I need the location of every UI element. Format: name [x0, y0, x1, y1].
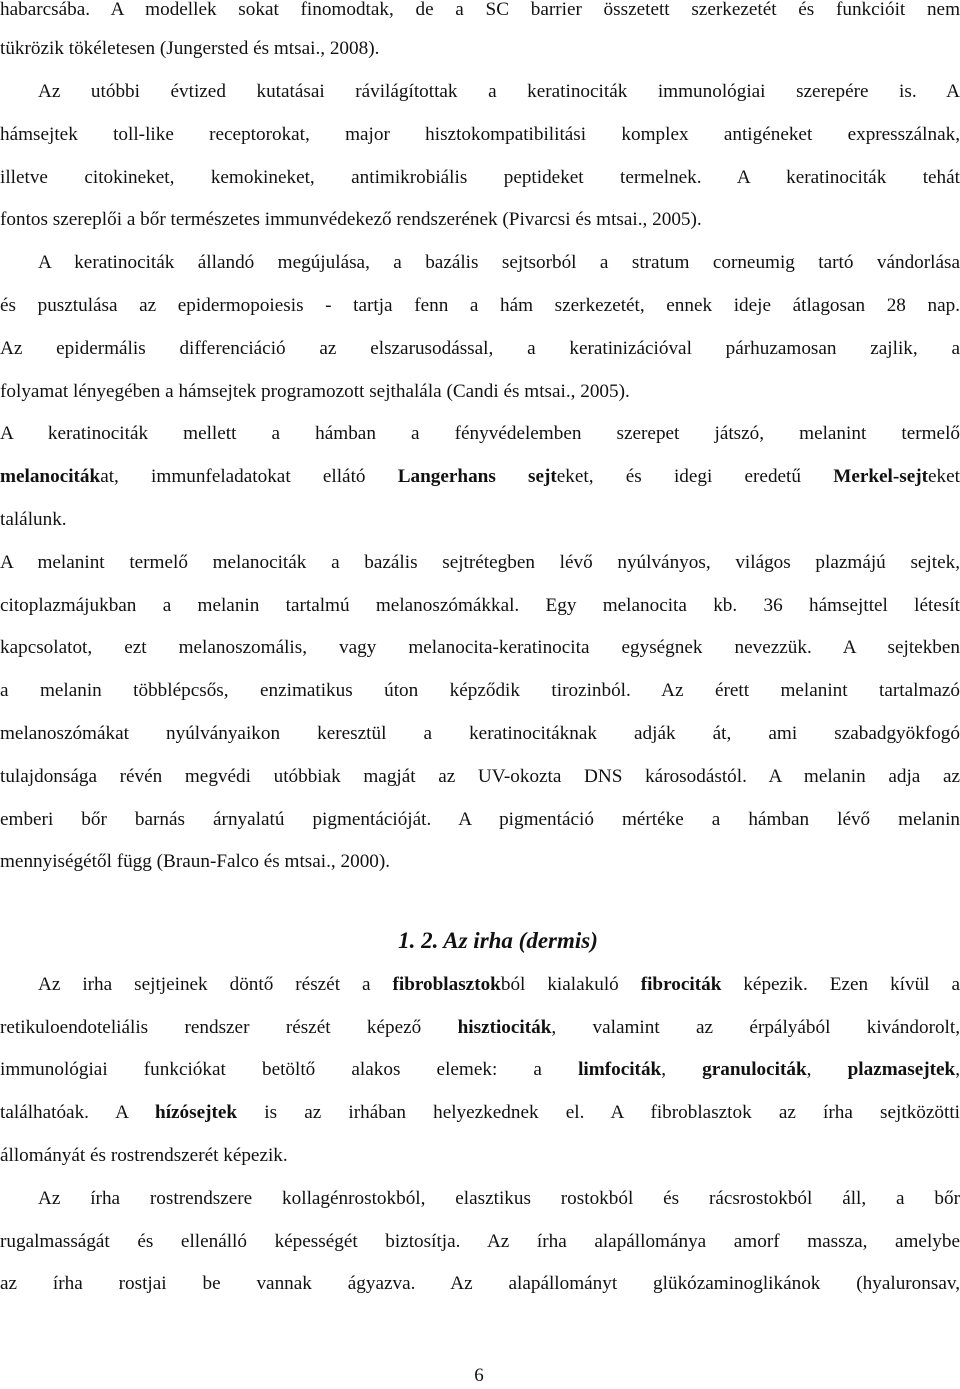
text-run: , [661, 1059, 703, 1080]
body-text-line: Az epidermális differenciáció az elszarusodással, a keratinizációval párhuzamosan zajlik, a [0, 338, 960, 359]
body-text-line-with-bold-terms [0, 970, 960, 1000]
body-text-line: Az utóbbi évtized kutatásai rávilágítottak a keratinociták immunológiai szerepére is. A [38, 81, 960, 102]
body-text-line: A melanint termelő melanociták a bazális sejtrétegben lévő nyúlványos, világos plazmájú sejtek, [0, 552, 960, 573]
body-text-line: hámsejtek toll-like receptorokat, major hisztokompatibilitási komplex antigéneket expresszálnak, [0, 124, 960, 145]
body-text-line: tükrözik tökéletesen (Jungersted és mtsai., 2008). [0, 38, 380, 59]
body-text-line: habarcsába. A modellek sokat finomodtak, de a SC barrier összetett szerkezetét és funkcióit nem [0, 0, 960, 20]
body-text-line: rugalmasságát és ellenálló képességét biztosítja. Az írha alapállománya amorf massza, amelybe [0, 1231, 960, 1252]
body-text-line: folyamat lényegében a hámsejtek programozott sejthalála (Candi és mtsai., 2005). [0, 381, 630, 402]
body-text-line: az írha rostjai be vannak ágyazva. Az alapállományt glükózaminoglikánok (hyaluronsav, [0, 1273, 960, 1294]
body-text-line: fontos szereplői a bőr természetes immunvédekező rendszerének (Pivarcsi és mtsai., 2005). [0, 209, 702, 230]
body-text-line: a melanin többlépcsős, enzimatikus úton képződik tirozinból. Az érett melanint tartalmazó [0, 680, 960, 701]
text-run: eket [928, 466, 960, 487]
text-run: találhatóak. A [0, 1102, 156, 1123]
body-text-line: emberi bőr barnás árnyalatú pigmentációját. A pigmentáció mértéke a hámban lévő melanin [0, 809, 960, 830]
body-text-line: A keratinociták állandó megújulása, a bazális sejtsorból a stratum corneumig tartó vándorlása [38, 252, 960, 273]
body-text-line: tulajdonsága révén megvédi utóbbiak magját az UV-okozta DNS károsodástól. A melanin adja az [0, 766, 960, 787]
text-run: képezik. Ezen kívül a [721, 974, 960, 995]
text-run: , [806, 1059, 848, 1080]
section-heading: 1. 2. Az irha (dermis) [398, 928, 598, 953]
bold-term: hisztiociták [457, 1017, 552, 1038]
bold-term: hízósejtek [155, 1102, 238, 1123]
bold-term: limfociták [578, 1059, 662, 1080]
body-text-line: illetve citokineket, kemokineket, antimikrobiális peptideket termelnek. A keratinociták tehát [0, 167, 960, 188]
text-run: ból kialakuló [500, 974, 641, 995]
body-text-line: találunk. [0, 509, 67, 530]
body-text-line: A keratinociták mellett a hámban a fényvédelemben szerepet játszó, melanint termelő [0, 423, 960, 444]
text-run: , [955, 1059, 960, 1080]
bold-term: melanociták [0, 466, 101, 487]
body-text-line-with-bold-terms [0, 462, 960, 492]
body-text-line: állományát és rostrendszerét képezik. [0, 1145, 288, 1166]
body-text-line: Az írha rostrendszere kollagénrostokból, elasztikus rostokból és rácsrostokból áll, a bőr [38, 1188, 960, 1209]
bold-term: Langerhans sejt [397, 466, 557, 487]
text-run: immunológiai funkciókat betöltő alakos elemek: a [0, 1059, 579, 1080]
bold-term: Merkel-sejt [833, 466, 929, 487]
body-text-line: kapcsolatot, ezt melanoszomális, vagy melanocita-keratinocita egységnek nevezzük. A sejtekben [0, 637, 960, 658]
body-text-line-with-bold-terms [0, 1013, 960, 1043]
body-text-line: melanoszómákat nyúlványaikon keresztül a keratinocitáknak adják át, ami szabadgyökfogó [0, 723, 960, 744]
body-text-line: citoplazmájukban a melanin tartalmú melanoszómákkal. Egy melanocita kb. 36 hámsejttel létesít [0, 595, 960, 616]
text-run: Az irha sejtjeinek döntő részét a [38, 974, 393, 995]
body-text-line: mennyiségétől függ (Braun-Falco és mtsai., 2000). [0, 851, 391, 872]
text-run: eket, és idegi eredetű [556, 466, 834, 487]
text-run: , valamint az érpályából kivándorolt, [551, 1017, 960, 1038]
body-text-line: és pusztulása az epidermopoiesis - tartja fenn a hám szerkezetét, ennek ideje átlagosan 28 nap. [0, 295, 960, 316]
bold-term: plazmasejtek [847, 1059, 956, 1080]
body-text-line-with-bold-terms [0, 1055, 960, 1085]
page-number: 6 [474, 1365, 484, 1386]
bold-term: fibroblasztok [392, 974, 501, 995]
bold-term: fibrociták [640, 974, 722, 995]
text-run: at, immunfeladatokat ellátó [100, 466, 398, 487]
text-run: retikuloendoteliális rendszer részét képező [0, 1017, 458, 1038]
body-text-line-with-bold-terms [0, 1098, 960, 1128]
text-run: is az irhában helyezkednek el. A fibroblasztok az írha sejtközötti [237, 1102, 960, 1123]
bold-term: granulociták [702, 1059, 807, 1080]
